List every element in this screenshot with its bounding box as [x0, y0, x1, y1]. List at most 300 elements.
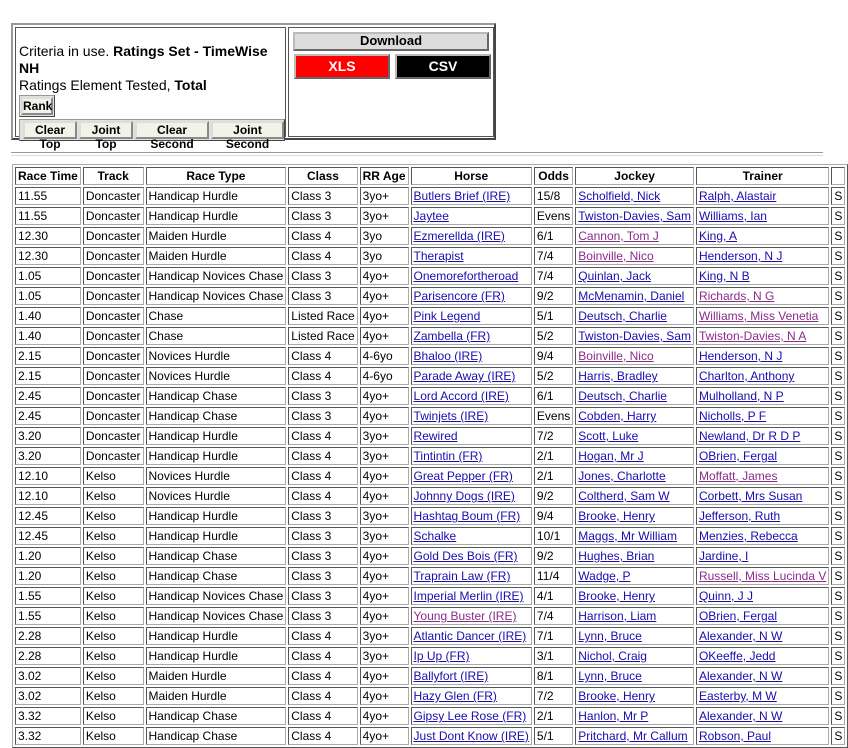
table-row — [15, 487, 845, 505]
class-cell: Class 3 — [288, 387, 357, 405]
trainer-link[interactable]: Ralph, Alastair — [698, 189, 777, 203]
horse-link[interactable]: Jaytee — [413, 209, 449, 223]
class-cell: Class 4 — [288, 727, 357, 745]
table-row — [15, 647, 845, 665]
race-type-cell: Handicap Hurdle — [146, 207, 287, 225]
jockey-cell — [575, 307, 694, 325]
horse-cell — [411, 287, 532, 305]
trainer-link[interactable]: Jefferson, Ruth — [698, 509, 781, 523]
horse-link[interactable]: Onemorefortheroad — [413, 269, 519, 283]
horse-link[interactable]: Schalke — [413, 529, 457, 543]
horse-link[interactable]: Ezmerellda (IRE) — [413, 229, 505, 243]
jockey-cell — [575, 207, 694, 225]
race-type-cell: Handicap Hurdle — [146, 447, 287, 465]
trainer-link[interactable]: Easterby, M W — [698, 689, 777, 703]
jockey-cell — [575, 527, 694, 545]
rr-age-cell: 4yo+ — [360, 727, 409, 745]
race-type-cell: Maiden Hurdle — [146, 247, 287, 265]
jockey-cell — [575, 627, 694, 645]
jockey-link[interactable]: Brooke, Henry — [578, 589, 655, 603]
odds-cell: 7/2 — [534, 427, 573, 445]
horse-link[interactable]: Pink Legend — [413, 309, 481, 323]
jockey-link[interactable]: Twiston-Davies, Sam — [578, 329, 691, 343]
track-cell: Kelso — [83, 707, 144, 725]
extra-cell: S — [831, 707, 845, 725]
race-type-cell: Novices Hurdle — [146, 347, 287, 365]
jockey-link[interactable]: Hogan, Mr J — [578, 449, 644, 463]
jockey-cell — [575, 447, 694, 465]
horse-link[interactable]: Ip Up (FR) — [413, 649, 470, 663]
trainer-cell — [696, 407, 829, 425]
jockey-link[interactable]: Maggs, Mr William — [578, 529, 677, 543]
jockey-cell — [575, 407, 694, 425]
jockey-link[interactable]: Wadge, P — [578, 569, 631, 583]
race-time-cell: 2.45 — [15, 387, 81, 405]
trainer-cell — [696, 627, 829, 645]
ratings-element: Total — [174, 77, 207, 93]
col-extra — [831, 167, 845, 185]
jockey-cell — [575, 427, 694, 445]
track-cell: Doncaster — [83, 427, 144, 445]
rr-age-cell: 4yo+ — [360, 587, 409, 605]
race-type-cell: Handicap Novices Chase — [146, 587, 287, 605]
horse-link[interactable]: Gold Des Bois (FR) — [413, 549, 518, 563]
track-cell: Kelso — [83, 587, 144, 605]
track-cell: Kelso — [83, 607, 144, 625]
odds-cell: 6/1 — [534, 227, 573, 245]
horse-cell — [411, 307, 532, 325]
race-time-cell: 12.45 — [15, 507, 81, 525]
horse-cell — [411, 347, 532, 365]
trainer-cell — [696, 367, 829, 385]
trainer-link[interactable]: King, A — [698, 229, 737, 243]
trainer-cell — [696, 607, 829, 625]
horse-link[interactable]: Gipsy Lee Rose (FR) — [413, 709, 527, 723]
horse-cell — [411, 587, 532, 605]
horse-link[interactable]: Butlers Brief (IRE) — [413, 189, 511, 203]
trainer-cell — [696, 587, 829, 605]
table-row — [15, 667, 845, 685]
horse-link[interactable]: Ballyfort (IRE) — [413, 669, 489, 683]
horse-link[interactable]: Lord Accord (IRE) — [413, 389, 509, 403]
odds-cell: 11/4 — [534, 567, 573, 585]
csv-download-button[interactable]: CSV — [395, 54, 491, 79]
race-type-cell: Handicap Hurdle — [146, 427, 287, 445]
extra-cell: S — [831, 207, 845, 225]
jockey-link[interactable]: Pritchard, Mr Callum — [578, 729, 688, 743]
horse-cell — [411, 427, 532, 445]
table-row — [15, 427, 845, 445]
criteria-panel — [11, 23, 496, 151]
trainer-link[interactable]: Henderson, N J — [698, 349, 783, 363]
race-type-cell: Novices Hurdle — [146, 467, 287, 485]
horse-link[interactable]: Tintintin (FR) — [413, 449, 483, 463]
extra-cell: S — [831, 327, 845, 345]
horse-cell — [411, 667, 532, 685]
trainer-cell — [696, 507, 829, 525]
col-class: Class — [288, 167, 357, 185]
rr-age-cell: 4yo+ — [360, 487, 409, 505]
element-prefix: Ratings Element Tested, — [19, 77, 171, 93]
extra-cell: S — [831, 367, 845, 385]
rr-age-cell: 3yo+ — [360, 627, 409, 645]
trainer-cell — [696, 707, 829, 725]
race-time-cell: 3.20 — [15, 447, 81, 465]
odds-cell: 5/2 — [534, 367, 573, 385]
race-type-cell: Handicap Hurdle — [146, 647, 287, 665]
class-cell: Class 3 — [288, 267, 357, 285]
class-cell: Class 4 — [288, 247, 357, 265]
race-time-cell: 1.55 — [15, 607, 81, 625]
rr-age-cell: 4yo+ — [360, 467, 409, 485]
rr-age-cell: 3yo — [360, 247, 409, 265]
class-cell: Class 4 — [288, 227, 357, 245]
jockey-cell — [575, 347, 694, 365]
table-row — [15, 687, 845, 705]
jockey-link[interactable]: Boinville, Nico — [578, 349, 654, 363]
trainer-link[interactable]: OBrien, Fergal — [698, 449, 777, 463]
extra-cell: S — [831, 227, 845, 245]
odds-cell: 9/2 — [534, 487, 573, 505]
class-cell: Class 3 — [288, 407, 357, 425]
jockey-cell — [575, 507, 694, 525]
table-row — [15, 187, 845, 205]
jockey-cell — [575, 467, 694, 485]
jockey-link[interactable]: Harrison, Liam — [578, 609, 657, 623]
trainer-link[interactable]: Corbett, Mrs Susan — [698, 489, 803, 503]
race-time-cell: 3.20 — [15, 427, 81, 445]
jockey-link[interactable]: Hughes, Brian — [578, 549, 655, 563]
extra-cell: S — [831, 507, 845, 525]
class-cell: Class 3 — [288, 287, 357, 305]
jockey-link[interactable]: Nichol, Craig — [578, 649, 647, 663]
horse-link[interactable]: Parisencore (FR) — [413, 289, 505, 303]
horse-cell — [411, 247, 532, 265]
horse-link[interactable]: Zambella (FR) — [413, 329, 491, 343]
joint-top-button[interactable]: Joint Top — [79, 121, 133, 139]
race-time-cell: 3.32 — [15, 727, 81, 745]
race-time-cell: 12.30 — [15, 227, 81, 245]
track-cell: Doncaster — [83, 447, 144, 465]
horse-link[interactable]: Imperial Merlin (IRE) — [413, 589, 524, 603]
extra-cell: S — [831, 587, 845, 605]
odds-cell: 9/2 — [534, 287, 573, 305]
jockey-link[interactable]: Coltherd, Sam W — [578, 489, 670, 503]
trainer-link[interactable]: Williams, Ian — [698, 209, 767, 223]
jockey-link[interactable]: Brooke, Henry — [578, 509, 655, 523]
race-time-cell: 11.55 — [15, 207, 81, 225]
table-row — [15, 347, 845, 365]
race-time-cell: 12.10 — [15, 487, 81, 505]
race-type-cell: Handicap Novices Chase — [146, 267, 287, 285]
class-cell: Class 3 — [288, 587, 357, 605]
rr-age-cell: 3yo+ — [360, 527, 409, 545]
trainer-link[interactable]: Newland, Dr R D P — [698, 429, 801, 443]
race-type-cell: Handicap Chase — [146, 407, 287, 425]
track-cell: Doncaster — [83, 187, 144, 205]
horse-link[interactable]: Traprain Law (FR) — [413, 569, 511, 583]
trainer-cell — [696, 527, 829, 545]
horse-link[interactable]: Twinjets (IRE) — [413, 409, 489, 423]
jockey-link[interactable]: Deutsch, Charlie — [578, 389, 667, 403]
trainer-cell — [696, 427, 829, 445]
table-row — [15, 207, 845, 225]
class-cell: Listed Race — [288, 307, 357, 325]
horse-cell — [411, 487, 532, 505]
class-cell: Class 3 — [288, 507, 357, 525]
rr-age-cell: 4-6yo — [360, 367, 409, 385]
jockey-link[interactable]: Lynn, Bruce — [578, 629, 642, 643]
track-cell: Doncaster — [83, 207, 144, 225]
table-row — [15, 307, 845, 325]
jockey-link[interactable]: Hanlon, Mr P — [578, 709, 649, 723]
jockey-link[interactable]: Cobden, Harry — [578, 409, 657, 423]
horse-link[interactable]: Johnny Dogs (IRE) — [413, 489, 515, 503]
col-rr-age: RR Age — [360, 167, 409, 185]
trainer-link[interactable]: Menzies, Rebecca — [698, 529, 798, 543]
track-cell: Doncaster — [83, 407, 144, 425]
rank-wrap — [19, 95, 55, 117]
race-time-cell: 12.10 — [15, 467, 81, 485]
table-row — [15, 247, 845, 265]
trainer-link[interactable]: Alexander, N W — [698, 709, 783, 723]
odds-cell: 2/1 — [534, 707, 573, 725]
table-row — [15, 567, 845, 585]
race-time-cell: 1.20 — [15, 567, 81, 585]
trainer-link[interactable]: Nicholls, P F — [698, 409, 767, 423]
race-type-cell: Handicap Chase — [146, 727, 287, 745]
jockey-cell — [575, 727, 694, 745]
jockey-link[interactable]: Scott, Luke — [578, 429, 639, 443]
extra-cell: S — [831, 727, 845, 745]
jockey-cell — [575, 687, 694, 705]
horse-cell — [411, 707, 532, 725]
race-time-cell: 12.30 — [15, 247, 81, 265]
odds-cell: 7/4 — [534, 267, 573, 285]
race-time-cell: 2.45 — [15, 407, 81, 425]
extra-cell: S — [831, 607, 845, 625]
jockey-link[interactable]: Brooke, Henry — [578, 689, 655, 703]
xls-download-button[interactable]: XLS — [294, 54, 390, 79]
horse-link[interactable]: Parade Away (IRE) — [413, 369, 516, 383]
horse-cell — [411, 447, 532, 465]
rr-age-cell: 3yo — [360, 227, 409, 245]
jockey-cell — [575, 287, 694, 305]
races-body — [15, 187, 845, 745]
jockey-cell — [575, 547, 694, 565]
col-race-time: Race Time — [15, 167, 81, 185]
jockey-link[interactable]: Quinlan, Jack — [578, 269, 651, 283]
race-time-cell: 3.02 — [15, 667, 81, 685]
table-row — [15, 387, 845, 405]
jockey-cell — [575, 367, 694, 385]
race-type-cell: Handicap Hurdle — [146, 187, 287, 205]
trainer-link[interactable]: Alexander, N W — [698, 669, 783, 683]
table-row — [15, 527, 845, 545]
track-cell: Kelso — [83, 627, 144, 645]
rr-age-cell: 3yo+ — [360, 187, 409, 205]
odds-cell: 8/1 — [534, 667, 573, 685]
track-cell: Doncaster — [83, 247, 144, 265]
rr-age-cell: 4yo+ — [360, 307, 409, 325]
class-cell: Class 4 — [288, 347, 357, 365]
odds-cell: Evens — [534, 407, 573, 425]
extra-cell: S — [831, 547, 845, 565]
trainer-link[interactable]: OBrien, Fergal — [698, 609, 777, 623]
rr-age-cell: 4yo+ — [360, 407, 409, 425]
odds-cell: 2/1 — [534, 447, 573, 465]
track-cell: Kelso — [83, 547, 144, 565]
horse-cell — [411, 547, 532, 565]
rr-age-cell: 4yo+ — [360, 707, 409, 725]
class-cell: Class 4 — [288, 647, 357, 665]
jockey-link[interactable]: Jones, Charlotte — [578, 469, 666, 483]
race-time-cell: 1.05 — [15, 267, 81, 285]
race-time-cell: 2.15 — [15, 347, 81, 365]
odds-cell: 5/1 — [534, 727, 573, 745]
horse-link[interactable]: Hazy Glen (FR) — [413, 689, 497, 703]
odds-cell: 6/1 — [534, 387, 573, 405]
trainer-link[interactable]: King, N B — [698, 269, 750, 283]
class-cell: Class 4 — [288, 367, 357, 385]
race-type-cell: Handicap Hurdle — [146, 507, 287, 525]
trainer-link[interactable]: Henderson, N J — [698, 249, 783, 263]
class-cell: Class 3 — [288, 527, 357, 545]
track-cell: Kelso — [83, 727, 144, 745]
extra-cell: S — [831, 687, 845, 705]
table-row — [15, 287, 845, 305]
trainer-cell — [696, 467, 829, 485]
table-row — [15, 467, 845, 485]
race-type-cell: Handicap Chase — [146, 387, 287, 405]
trainer-link[interactable]: Moffatt, James — [698, 469, 778, 483]
jockey-cell — [575, 267, 694, 285]
horse-link[interactable]: Bhaloo (IRE) — [413, 349, 483, 363]
rr-age-cell: 4yo+ — [360, 267, 409, 285]
horse-link[interactable]: Rewired — [413, 429, 458, 443]
class-cell: Listed Race — [288, 327, 357, 345]
table-row — [15, 327, 845, 345]
track-cell: Doncaster — [83, 307, 144, 325]
extra-cell: S — [831, 407, 845, 425]
horse-cell — [411, 327, 532, 345]
rr-age-cell: 4yo+ — [360, 687, 409, 705]
race-time-cell: 2.28 — [15, 627, 81, 645]
races-table — [12, 164, 848, 748]
track-cell: Kelso — [83, 567, 144, 585]
table-row — [15, 547, 845, 565]
criteria-line-2 — [19, 77, 285, 94]
horse-cell — [411, 467, 532, 485]
trainer-cell — [696, 287, 829, 305]
joint-second-button[interactable]: Joint Second — [211, 121, 284, 139]
rr-age-cell: 4yo+ — [360, 387, 409, 405]
horse-link[interactable]: Just Dont Know (IRE) — [413, 729, 529, 743]
horse-link[interactable]: Therapist — [413, 249, 464, 263]
odds-cell: 4/1 — [534, 587, 573, 605]
class-cell: Class 4 — [288, 427, 357, 445]
table-row — [15, 707, 845, 725]
trainer-link[interactable]: OKeeffe, Jedd — [698, 649, 776, 663]
race-time-cell: 2.15 — [15, 367, 81, 385]
track-cell: Kelso — [83, 647, 144, 665]
jockey-link[interactable]: Twiston-Davies, Sam — [578, 209, 691, 223]
horse-link[interactable]: Hashtag Boum (FR) — [413, 509, 521, 523]
trainer-link[interactable]: Russell, Miss Lucinda V — [698, 569, 827, 583]
race-time-cell: 11.55 — [15, 187, 81, 205]
trainer-link[interactable]: Twiston-Davies, N A — [698, 329, 807, 343]
rr-age-cell: 3yo+ — [360, 507, 409, 525]
class-cell: Class 3 — [288, 547, 357, 565]
class-cell: Class 3 — [288, 607, 357, 625]
trainer-link[interactable]: Quinn, J J — [698, 589, 753, 603]
table-row — [15, 587, 845, 605]
horse-link[interactable]: Young Buster (IRE) — [413, 609, 517, 623]
odds-cell: 9/4 — [534, 507, 573, 525]
clear-top-button[interactable]: Clear Top — [23, 121, 77, 139]
extra-cell: S — [831, 447, 845, 465]
trainer-link[interactable]: Robson, Paul — [698, 729, 772, 743]
jockey-link[interactable]: Boinville, Nico — [578, 249, 654, 263]
trainer-link[interactable]: Charlton, Anthony — [698, 369, 795, 383]
jockey-link[interactable]: Lynn, Bruce — [578, 669, 642, 683]
trainer-link[interactable]: Williams, Miss Venetia — [698, 309, 819, 323]
horse-link[interactable]: Atlantic Dancer (IRE) — [413, 629, 527, 643]
trainer-link[interactable]: Mulholland, N P — [698, 389, 784, 403]
jockey-link[interactable]: Harris, Bradley — [578, 369, 658, 383]
jockey-link[interactable]: Cannon, Tom J — [578, 229, 659, 243]
jockey-cell — [575, 567, 694, 585]
jockey-link[interactable]: Scholfield, Nick — [578, 189, 661, 203]
trainer-cell — [696, 327, 829, 345]
class-cell: Class 4 — [288, 487, 357, 505]
rank-button[interactable]: Rank — [23, 99, 53, 113]
table-row — [15, 267, 845, 285]
jockey-cell — [575, 247, 694, 265]
odds-cell: 9/4 — [534, 347, 573, 365]
trainer-cell — [696, 487, 829, 505]
jockey-link[interactable]: McMenamin, Daniel — [578, 289, 685, 303]
horse-cell — [411, 727, 532, 745]
class-cell: Class 3 — [288, 207, 357, 225]
race-type-cell: Handicap Hurdle — [146, 527, 287, 545]
trainer-link[interactable]: Richards, N G — [698, 289, 775, 303]
track-cell: Doncaster — [83, 387, 144, 405]
horse-link[interactable]: Great Pepper (FR) — [413, 469, 513, 483]
extra-cell: S — [831, 487, 845, 505]
clear-second-button[interactable]: Clear Second — [135, 121, 209, 139]
track-cell: Doncaster — [83, 347, 144, 365]
trainer-cell — [696, 187, 829, 205]
trainer-cell — [696, 207, 829, 225]
header-row — [15, 167, 845, 185]
class-cell: Class 4 — [288, 667, 357, 685]
odds-cell: Evens — [534, 207, 573, 225]
rr-age-cell: 4yo+ — [360, 607, 409, 625]
track-cell: Doncaster — [83, 267, 144, 285]
odds-cell: 7/4 — [534, 607, 573, 625]
extra-cell: S — [831, 627, 845, 645]
rr-age-cell: 3yo+ — [360, 447, 409, 465]
jockey-link[interactable]: Deutsch, Charlie — [578, 309, 667, 323]
rr-age-cell: 4yo+ — [360, 667, 409, 685]
trainer-link[interactable]: Jardine, I — [698, 549, 749, 563]
jockey-cell — [575, 647, 694, 665]
trainer-link[interactable]: Alexander, N W — [698, 629, 783, 643]
odds-cell: 9/2 — [534, 547, 573, 565]
jockey-cell — [575, 607, 694, 625]
race-time-cell: 1.05 — [15, 287, 81, 305]
